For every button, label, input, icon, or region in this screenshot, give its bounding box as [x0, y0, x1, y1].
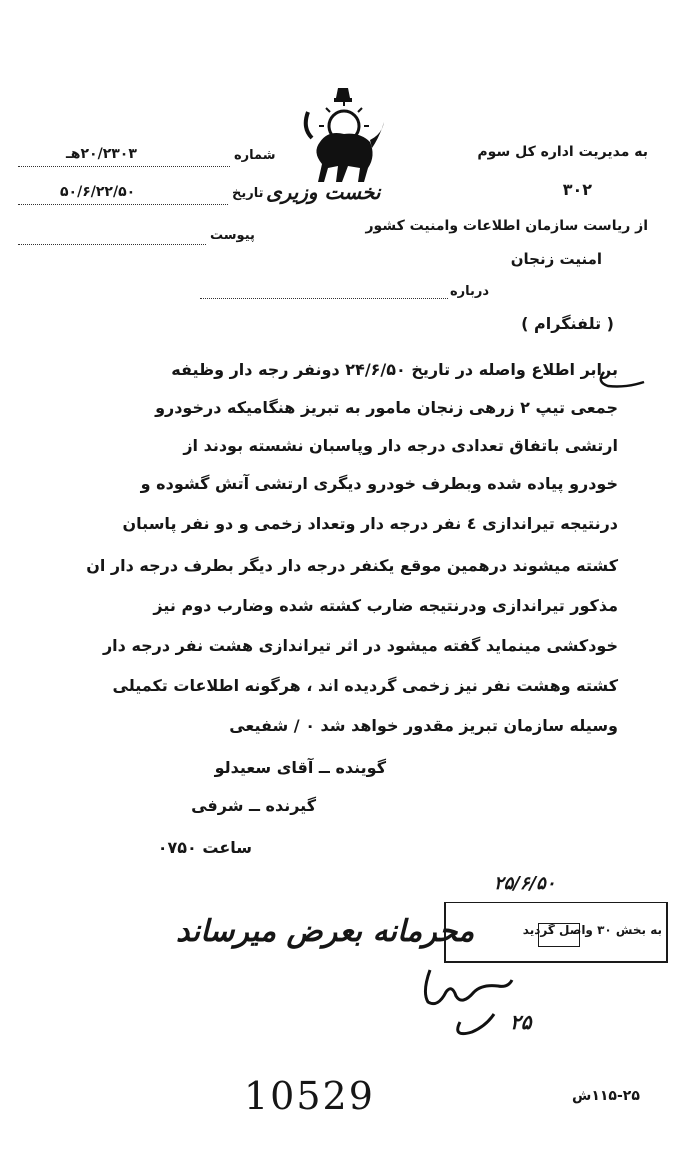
subject-dotted-line: [200, 298, 448, 299]
body-line: درنتیجه تیراندازی ٤ نفر درجه دار وتعداد زخمی و دو نفر پاسبان: [122, 514, 618, 533]
body-line: برابر اطلاع واصله در تاریخ ۲۴/۶/۵۰ دونفر رجه دار وظیفه: [171, 360, 618, 379]
telegram-type-label: ( تلفنگرام ): [521, 314, 614, 333]
body-line: کشته وهشت نفر نیز زخمی گردیده اند ، هرگونه اطلاعات تکمیلی: [112, 676, 618, 695]
receiver-line: گیرنده ــ شرفی: [191, 796, 316, 815]
handwritten-note: محرمانه بعرض میرساند: [176, 914, 475, 949]
body-line: مذکور تیراندازی ودرنتیجه ضارب کشته شده وضارب دوم نیز: [153, 596, 618, 615]
sender-branch: امنیت زنجان: [510, 250, 602, 268]
recipient-number: ۳۰۲: [562, 180, 592, 199]
body-line: وسیله سازمان تبریز مقدور خواهد شد ۰ / شفیعی: [229, 716, 618, 735]
signature-number: ۲۵: [510, 1010, 532, 1034]
time-line: ساعت ۰۷۵۰: [157, 838, 252, 857]
stamp-handwritten-date: ۲۵/۶/۵۰: [494, 873, 556, 894]
archive-number: 10529: [244, 1074, 375, 1118]
date-value: ۵۰/۶/۲۲/۵۰: [60, 184, 136, 200]
body-line: خودکشی مینماید گفته میشود در اثر تیراندازی هشت نفر درجه دار: [102, 636, 618, 655]
sender-line: از ریاست سازمان اطلاعات وامنیت کشور: [365, 218, 648, 234]
signature: [412, 962, 552, 1052]
attachment-label: پیوست: [210, 228, 255, 243]
recipient-line: به مدیریت اداره کل سوم: [477, 144, 648, 160]
date-label: تاریخ: [232, 186, 264, 201]
body-line: ارتشی باتفاق تعدادی درجه دار وپاسبان نشسته بودند از: [183, 436, 618, 455]
date-dotted-line: [18, 204, 228, 205]
stamp-department-text: به بخش ۳۰ واصل گردید: [522, 923, 662, 937]
attachment-dotted-line: [18, 244, 206, 245]
body-line: خودرو پیاده شده وبطرف خودرو دیگری ارتشی آتش گشوده و: [140, 474, 618, 493]
body-line: کشته میشوند درهمین موقع یکنفر درجه دار دیگر بطرف درجه دار ان: [86, 556, 618, 575]
speaker-line: گوینده ــ آقای سعیدلو: [214, 758, 386, 777]
footer-code: ۱۱۵-۲۵ش: [572, 1088, 640, 1104]
subject-label: درباره: [450, 284, 490, 299]
number-value: ۲۰/۲۳۰۳هـ: [66, 146, 137, 162]
receipt-stamp: [444, 873, 668, 963]
number-label: شماره: [234, 148, 276, 163]
number-dotted-line: [18, 166, 230, 167]
body-line: جمعی تیپ ۲ زرهی زنجان مامور به تبریز هنگامیکه درخودرو: [155, 398, 618, 417]
ministry-title: نخست وزیری: [266, 180, 381, 204]
lion-and-sun-emblem: [298, 82, 388, 192]
